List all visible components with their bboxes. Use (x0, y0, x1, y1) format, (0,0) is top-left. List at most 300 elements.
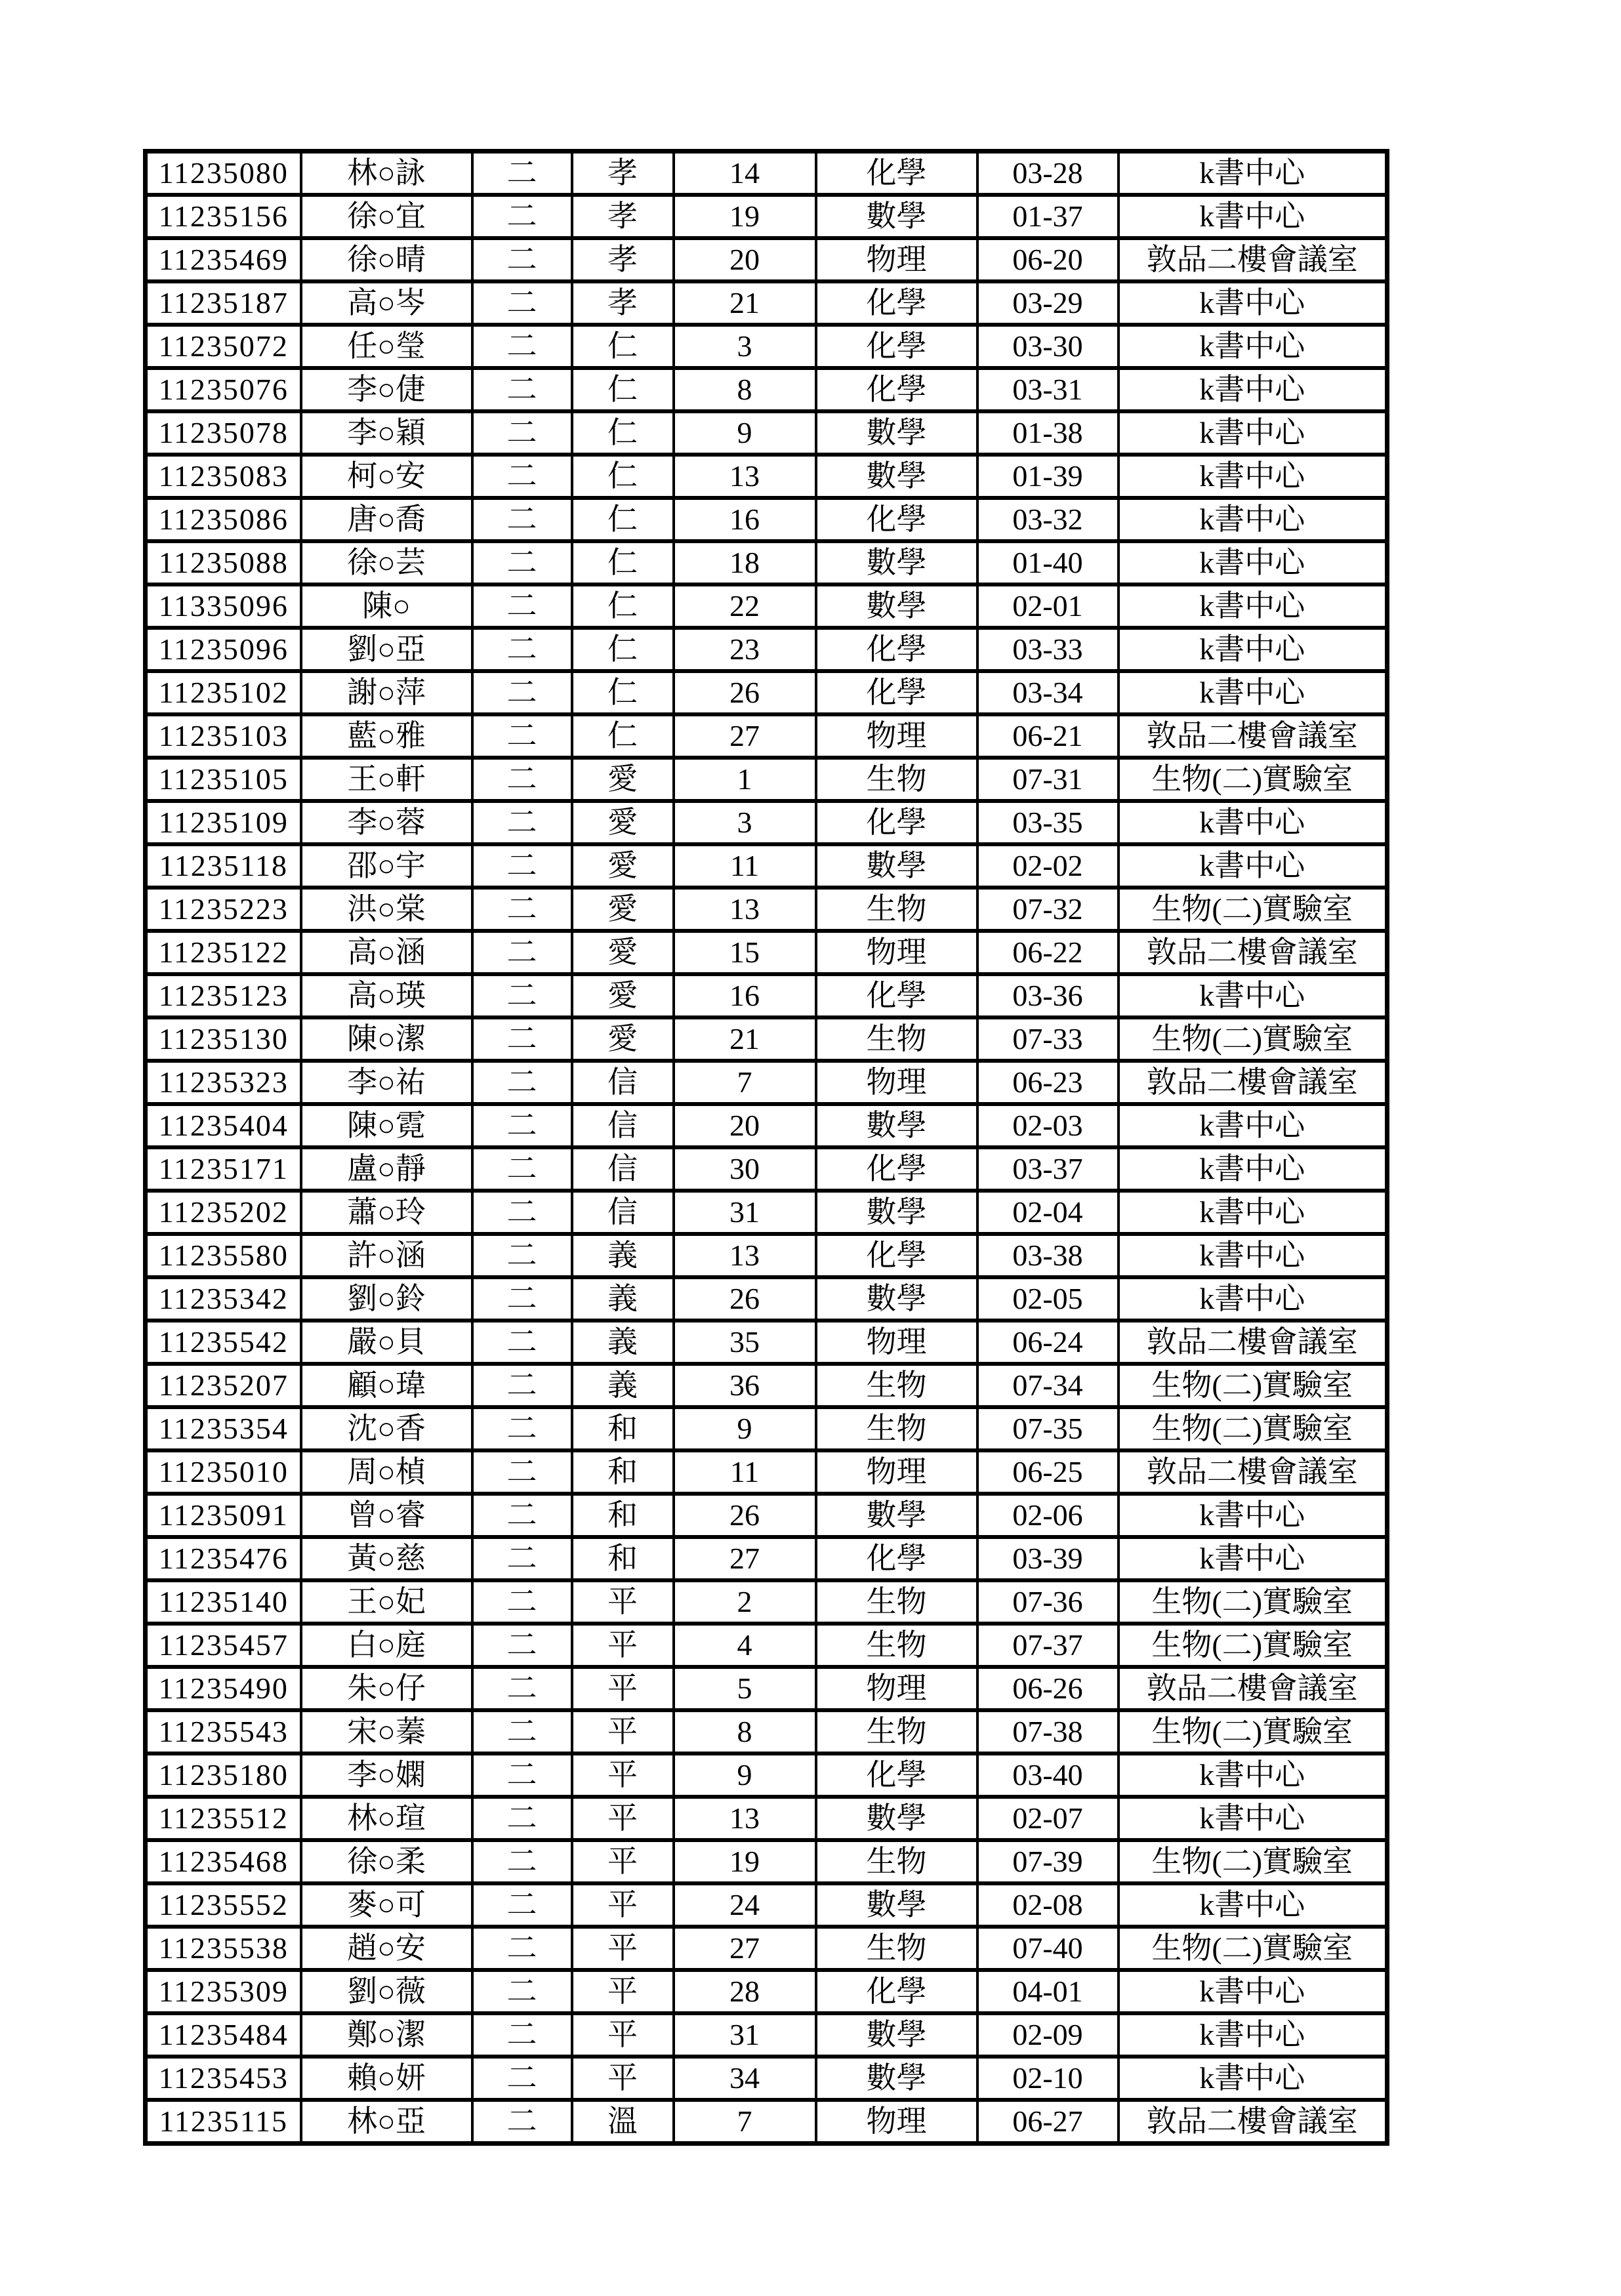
cell-grade: 二 (472, 1061, 572, 1104)
cell-class: 平 (572, 1840, 674, 1883)
cell-name: 賴○妍 (301, 2057, 472, 2100)
cell-student-id: 11235083 (146, 455, 301, 498)
cell-subject: 生物 (816, 1364, 977, 1407)
table-row (146, 1797, 1387, 1840)
cell-student-id: 11235543 (146, 1710, 301, 1753)
cell-seat-number: 8 (674, 1710, 816, 1753)
cell-subject: 物理 (816, 1667, 977, 1710)
cell-seat-number: 24 (674, 1883, 816, 1927)
table-row (146, 2100, 1387, 2144)
cell-location: k書中心 (1118, 368, 1387, 411)
cell-subject: 數學 (816, 844, 977, 888)
cell-subject: 物理 (816, 931, 977, 974)
cell-seat-number: 26 (674, 671, 816, 714)
cell-seat-code: 02-10 (977, 2057, 1118, 2100)
cell-location: k書中心 (1118, 541, 1387, 584)
cell-grade: 二 (472, 238, 572, 281)
cell-student-id: 11235156 (146, 195, 301, 238)
cell-name: 李○祐 (301, 1061, 472, 1104)
cell-student-id: 11235080 (146, 152, 301, 195)
table-row (146, 931, 1387, 974)
table-row (146, 325, 1387, 368)
cell-name: 李○倢 (301, 368, 472, 411)
table-row (146, 671, 1387, 714)
table-row (146, 1364, 1387, 1407)
cell-subject: 化學 (816, 628, 977, 671)
cell-grade: 二 (472, 1797, 572, 1840)
cell-seat-code: 03-31 (977, 368, 1118, 411)
cell-class: 仁 (572, 411, 674, 455)
cell-class: 仁 (572, 628, 674, 671)
cell-seat-number: 13 (674, 1797, 816, 1840)
cell-subject: 生物 (816, 1624, 977, 1667)
cell-name: 李○嫻 (301, 1753, 472, 1797)
cell-grade: 二 (472, 2013, 572, 2057)
cell-class: 信 (572, 1147, 674, 1191)
cell-student-id: 11235457 (146, 1624, 301, 1667)
cell-name: 黃○慈 (301, 1537, 472, 1580)
cell-seat-code: 07-31 (977, 758, 1118, 801)
cell-location: 敦品二樓會議室 (1118, 1667, 1387, 1710)
cell-seat-code: 06-26 (977, 1667, 1118, 1710)
cell-subject: 數學 (816, 2013, 977, 2057)
cell-student-id: 11235512 (146, 1797, 301, 1840)
cell-seat-number: 23 (674, 628, 816, 671)
cell-grade: 二 (472, 758, 572, 801)
cell-seat-code: 01-40 (977, 541, 1118, 584)
cell-seat-code: 07-36 (977, 1580, 1118, 1624)
cell-location: k書中心 (1118, 455, 1387, 498)
table-row (146, 758, 1387, 801)
cell-student-id: 11235453 (146, 2057, 301, 2100)
table-row (146, 195, 1387, 238)
cell-seat-code: 07-40 (977, 1927, 1118, 1970)
cell-class: 孝 (572, 281, 674, 325)
table-row (146, 152, 1387, 195)
cell-seat-number: 31 (674, 2013, 816, 2057)
cell-class: 和 (572, 1537, 674, 1580)
cell-location: k書中心 (1118, 628, 1387, 671)
table-body (146, 152, 1387, 2144)
cell-seat-number: 11 (674, 844, 816, 888)
cell-student-id: 11235202 (146, 1191, 301, 1234)
cell-student-id: 11235490 (146, 1667, 301, 1710)
cell-grade: 二 (472, 584, 572, 628)
cell-seat-code: 01-39 (977, 455, 1118, 498)
cell-student-id: 11235076 (146, 368, 301, 411)
cell-seat-code: 02-09 (977, 2013, 1118, 2057)
cell-location: k書中心 (1118, 281, 1387, 325)
cell-student-id: 11235123 (146, 974, 301, 1017)
cell-class: 仁 (572, 455, 674, 498)
cell-grade: 二 (472, 1017, 572, 1061)
cell-seat-number: 27 (674, 1537, 816, 1580)
cell-class: 愛 (572, 844, 674, 888)
cell-subject: 數學 (816, 2057, 977, 2100)
cell-location: k書中心 (1118, 2057, 1387, 2100)
cell-name: 趙○安 (301, 1927, 472, 1970)
cell-class: 愛 (572, 888, 674, 931)
cell-seat-number: 7 (674, 2100, 816, 2144)
cell-seat-code: 03-40 (977, 1753, 1118, 1797)
cell-location: k書中心 (1118, 801, 1387, 844)
cell-student-id: 11235187 (146, 281, 301, 325)
cell-grade: 二 (472, 1277, 572, 1321)
cell-seat-number: 35 (674, 1321, 816, 1364)
cell-location: 生物(二)實驗室 (1118, 1710, 1387, 1753)
cell-grade: 二 (472, 888, 572, 931)
cell-class: 信 (572, 1061, 674, 1104)
cell-student-id: 11235086 (146, 498, 301, 541)
cell-grade: 二 (472, 628, 572, 671)
cell-seat-code: 07-32 (977, 888, 1118, 931)
cell-student-id: 11235105 (146, 758, 301, 801)
cell-seat-number: 26 (674, 1494, 816, 1537)
cell-grade: 二 (472, 1710, 572, 1753)
cell-name: 朱○仔 (301, 1667, 472, 1710)
table-row (146, 1840, 1387, 1883)
cell-grade: 二 (472, 1667, 572, 1710)
cell-name: 高○瑛 (301, 974, 472, 1017)
cell-subject: 生物 (816, 1017, 977, 1061)
cell-subject: 生物 (816, 1840, 977, 1883)
cell-seat-number: 26 (674, 1277, 816, 1321)
cell-seat-code: 03-38 (977, 1234, 1118, 1277)
cell-grade: 二 (472, 2057, 572, 2100)
cell-seat-code: 03-39 (977, 1537, 1118, 1580)
cell-name: 柯○安 (301, 455, 472, 498)
cell-class: 平 (572, 1883, 674, 1927)
cell-location: 敦品二樓會議室 (1118, 1321, 1387, 1364)
cell-seat-code: 02-05 (977, 1277, 1118, 1321)
cell-class: 義 (572, 1364, 674, 1407)
cell-name: 任○瑩 (301, 325, 472, 368)
cell-seat-code: 04-01 (977, 1970, 1118, 2013)
cell-location: 敦品二樓會議室 (1118, 1061, 1387, 1104)
cell-name: 洪○棠 (301, 888, 472, 931)
cell-name: 宋○蓁 (301, 1710, 472, 1753)
cell-grade: 二 (472, 541, 572, 584)
cell-seat-number: 20 (674, 238, 816, 281)
cell-class: 義 (572, 1321, 674, 1364)
cell-name: 曾○睿 (301, 1494, 472, 1537)
table-row (146, 1407, 1387, 1450)
cell-seat-code: 02-04 (977, 1191, 1118, 1234)
cell-grade: 二 (472, 1883, 572, 1927)
cell-seat-code: 02-07 (977, 1797, 1118, 1840)
cell-class: 愛 (572, 1017, 674, 1061)
cell-student-id: 11235102 (146, 671, 301, 714)
cell-subject: 化學 (816, 1147, 977, 1191)
cell-class: 和 (572, 1450, 674, 1494)
cell-grade: 二 (472, 1753, 572, 1797)
cell-seat-number: 13 (674, 1234, 816, 1277)
cell-location: 敦品二樓會議室 (1118, 1450, 1387, 1494)
cell-subject: 化學 (816, 671, 977, 714)
cell-location: k書中心 (1118, 325, 1387, 368)
cell-grade: 二 (472, 325, 572, 368)
cell-grade: 二 (472, 1234, 572, 1277)
cell-subject: 生物 (816, 758, 977, 801)
cell-name: 劉○亞 (301, 628, 472, 671)
cell-class: 孝 (572, 152, 674, 195)
cell-location: k書中心 (1118, 195, 1387, 238)
table-row (146, 1580, 1387, 1624)
table-row (146, 1970, 1387, 2013)
cell-location: 生物(二)實驗室 (1118, 1017, 1387, 1061)
cell-seat-number: 13 (674, 455, 816, 498)
cell-class: 仁 (572, 325, 674, 368)
cell-seat-code: 03-30 (977, 325, 1118, 368)
cell-name: 劉○薇 (301, 1970, 472, 2013)
cell-grade: 二 (472, 1927, 572, 1970)
cell-subject: 生物 (816, 1407, 977, 1450)
cell-student-id: 11235088 (146, 541, 301, 584)
cell-seat-number: 36 (674, 1364, 816, 1407)
cell-name: 王○軒 (301, 758, 472, 801)
cell-student-id: 11235072 (146, 325, 301, 368)
cell-student-id: 11235484 (146, 2013, 301, 2057)
cell-student-id: 11235469 (146, 238, 301, 281)
cell-seat-code: 07-37 (977, 1624, 1118, 1667)
cell-class: 仁 (572, 714, 674, 758)
cell-location: 生物(二)實驗室 (1118, 1364, 1387, 1407)
table-row (146, 1624, 1387, 1667)
cell-class: 愛 (572, 801, 674, 844)
cell-class: 仁 (572, 368, 674, 411)
table-row (146, 1883, 1387, 1927)
cell-class: 和 (572, 1494, 674, 1537)
cell-seat-number: 22 (674, 584, 816, 628)
cell-name: 陳○潔 (301, 1017, 472, 1061)
table-row (146, 1927, 1387, 1970)
cell-location: k書中心 (1118, 152, 1387, 195)
cell-subject: 數學 (816, 195, 977, 238)
table-row (146, 1450, 1387, 1494)
cell-seat-code: 03-36 (977, 974, 1118, 1017)
cell-class: 平 (572, 1667, 674, 1710)
cell-grade: 二 (472, 1321, 572, 1364)
cell-name: 李○穎 (301, 411, 472, 455)
cell-seat-code: 03-34 (977, 671, 1118, 714)
cell-location: 生物(二)實驗室 (1118, 1580, 1387, 1624)
cell-class: 義 (572, 1277, 674, 1321)
cell-seat-code: 02-03 (977, 1104, 1118, 1147)
cell-seat-code: 03-37 (977, 1147, 1118, 1191)
cell-student-id: 11235342 (146, 1277, 301, 1321)
cell-subject: 物理 (816, 1321, 977, 1364)
table-row (146, 1753, 1387, 1797)
cell-subject: 化學 (816, 325, 977, 368)
cell-grade: 二 (472, 931, 572, 974)
table-row (146, 714, 1387, 758)
cell-name: 嚴○貝 (301, 1321, 472, 1364)
cell-seat-code: 07-33 (977, 1017, 1118, 1061)
cell-name: 顧○瑋 (301, 1364, 472, 1407)
cell-location: 生物(二)實驗室 (1118, 1624, 1387, 1667)
table-row (146, 1061, 1387, 1104)
cell-subject: 物理 (816, 1061, 977, 1104)
cell-student-id: 11235207 (146, 1364, 301, 1407)
cell-class: 平 (572, 1927, 674, 1970)
cell-student-id: 11235171 (146, 1147, 301, 1191)
cell-subject: 數學 (816, 584, 977, 628)
cell-class: 仁 (572, 541, 674, 584)
cell-location: k書中心 (1118, 1104, 1387, 1147)
cell-seat-number: 18 (674, 541, 816, 584)
cell-subject: 生物 (816, 1927, 977, 1970)
cell-student-id: 11235118 (146, 844, 301, 888)
cell-seat-number: 3 (674, 801, 816, 844)
cell-student-id: 11235542 (146, 1321, 301, 1364)
table-row (146, 1537, 1387, 1580)
cell-seat-code: 03-35 (977, 801, 1118, 844)
cell-subject: 數學 (816, 541, 977, 584)
cell-location: 生物(二)實驗室 (1118, 1927, 1387, 1970)
cell-grade: 二 (472, 1407, 572, 1450)
cell-seat-code: 06-27 (977, 2100, 1118, 2144)
cell-location: k書中心 (1118, 1234, 1387, 1277)
cell-name: 沈○香 (301, 1407, 472, 1450)
cell-subject: 數學 (816, 1277, 977, 1321)
cell-seat-code: 03-29 (977, 281, 1118, 325)
cell-grade: 二 (472, 1494, 572, 1537)
cell-subject: 化學 (816, 1970, 977, 2013)
cell-location: k書中心 (1118, 1883, 1387, 1927)
table-row (146, 1147, 1387, 1191)
cell-grade: 二 (472, 974, 572, 1017)
cell-name: 高○岑 (301, 281, 472, 325)
cell-subject: 生物 (816, 888, 977, 931)
cell-subject: 化學 (816, 1537, 977, 1580)
cell-student-id: 11235354 (146, 1407, 301, 1450)
cell-location: k書中心 (1118, 584, 1387, 628)
cell-student-id: 11235323 (146, 1061, 301, 1104)
cell-location: k書中心 (1118, 1537, 1387, 1580)
cell-student-id: 11235130 (146, 1017, 301, 1061)
cell-class: 義 (572, 1234, 674, 1277)
cell-name: 陳○ (301, 584, 472, 628)
cell-class: 溫 (572, 2100, 674, 2144)
table-row (146, 411, 1387, 455)
cell-student-id: 11235103 (146, 714, 301, 758)
cell-class: 平 (572, 1624, 674, 1667)
table-row (146, 368, 1387, 411)
cell-seat-code: 06-22 (977, 931, 1118, 974)
cell-seat-code: 01-37 (977, 195, 1118, 238)
cell-class: 孝 (572, 195, 674, 238)
cell-seat-number: 19 (674, 195, 816, 238)
cell-student-id: 11235122 (146, 931, 301, 974)
cell-student-id: 11235078 (146, 411, 301, 455)
cell-subject: 物理 (816, 2100, 977, 2144)
cell-seat-code: 02-01 (977, 584, 1118, 628)
cell-location: 生物(二)實驗室 (1118, 758, 1387, 801)
cell-subject: 生物 (816, 1580, 977, 1624)
cell-name: 李○蓉 (301, 801, 472, 844)
cell-grade: 二 (472, 1840, 572, 1883)
cell-subject: 數學 (816, 1104, 977, 1147)
cell-subject: 數學 (816, 1191, 977, 1234)
cell-name: 邵○宇 (301, 844, 472, 888)
cell-seat-code: 02-02 (977, 844, 1118, 888)
cell-name: 謝○萍 (301, 671, 472, 714)
cell-grade: 二 (472, 498, 572, 541)
cell-grade: 二 (472, 1104, 572, 1147)
cell-subject: 化學 (816, 152, 977, 195)
cell-student-id: 11335096 (146, 584, 301, 628)
table-row (146, 2057, 1387, 2100)
cell-seat-code: 01-38 (977, 411, 1118, 455)
cell-seat-code: 06-24 (977, 1321, 1118, 1364)
cell-seat-code: 06-23 (977, 1061, 1118, 1104)
cell-student-id: 11235538 (146, 1927, 301, 1970)
cell-seat-number: 16 (674, 974, 816, 1017)
cell-class: 平 (572, 1710, 674, 1753)
cell-subject: 數學 (816, 411, 977, 455)
cell-location: k書中心 (1118, 1494, 1387, 1537)
cell-name: 林○瑄 (301, 1797, 472, 1840)
cell-class: 愛 (572, 974, 674, 1017)
cell-seat-number: 5 (674, 1667, 816, 1710)
cell-student-id: 11235552 (146, 1883, 301, 1927)
table-row (146, 974, 1387, 1017)
cell-student-id: 11235180 (146, 1753, 301, 1797)
cell-name: 徐○柔 (301, 1840, 472, 1883)
cell-grade: 二 (472, 801, 572, 844)
cell-student-id: 11235468 (146, 1840, 301, 1883)
cell-grade: 二 (472, 1364, 572, 1407)
cell-grade: 二 (472, 281, 572, 325)
cell-grade: 二 (472, 671, 572, 714)
cell-seat-number: 9 (674, 1407, 816, 1450)
cell-seat-code: 03-28 (977, 152, 1118, 195)
cell-seat-number: 21 (674, 281, 816, 325)
cell-seat-code: 07-39 (977, 1840, 1118, 1883)
table-row (146, 1017, 1387, 1061)
cell-class: 仁 (572, 671, 674, 714)
cell-grade: 二 (472, 2100, 572, 2144)
cell-student-id: 11235096 (146, 628, 301, 671)
cell-seat-number: 34 (674, 2057, 816, 2100)
cell-location: k書中心 (1118, 1277, 1387, 1321)
table-row (146, 801, 1387, 844)
cell-location: 生物(二)實驗室 (1118, 1407, 1387, 1450)
cell-class: 平 (572, 1753, 674, 1797)
cell-name: 劉○鈴 (301, 1277, 472, 1321)
cell-seat-number: 15 (674, 931, 816, 974)
cell-subject: 化學 (816, 1753, 977, 1797)
cell-seat-code: 03-33 (977, 628, 1118, 671)
cell-seat-code: 02-06 (977, 1494, 1118, 1537)
cell-student-id: 11235223 (146, 888, 301, 931)
cell-location: k書中心 (1118, 2013, 1387, 2057)
cell-class: 平 (572, 2013, 674, 2057)
cell-name: 徐○晴 (301, 238, 472, 281)
cell-subject: 化學 (816, 368, 977, 411)
cell-subject: 物理 (816, 238, 977, 281)
table-row (146, 1321, 1387, 1364)
cell-student-id: 11235091 (146, 1494, 301, 1537)
cell-location: k書中心 (1118, 1191, 1387, 1234)
cell-location: 生物(二)實驗室 (1118, 1840, 1387, 1883)
cell-seat-code: 06-20 (977, 238, 1118, 281)
cell-seat-number: 21 (674, 1017, 816, 1061)
table-row (146, 281, 1387, 325)
cell-location: 生物(二)實驗室 (1118, 888, 1387, 931)
cell-student-id: 11235115 (146, 2100, 301, 2144)
table-row (146, 238, 1387, 281)
